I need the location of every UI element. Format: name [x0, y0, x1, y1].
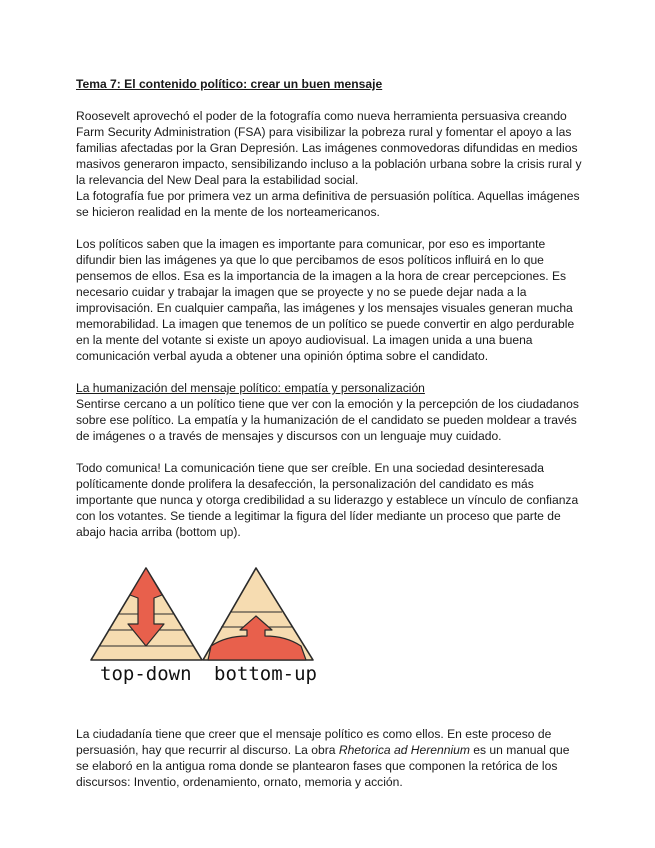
rhetoric-text-start: La ciudadanía tiene que creer que el mensaje político es como ellos. En este proceso de persuasión, hay que recurrir al discurso. La obra: [76, 727, 552, 757]
paragraph-rhetoric: [76, 726, 582, 790]
paragraph-image-importance: Los políticos saben que la imagen es importante para comunicar, por eso es importante difundir bien las imágenes ya que lo que percibamos de esos políticos influirá en lo que pensemos de ellos. Esa es la importancia de la imagen a la hora de crear percepciones. Es necesario cuidar y trabajar la imagen que se proyecte y no se puede dejar nada a la improvisación. En cualquier campaña, las imágenes y los mensajes visuales generan mucha memorabilidad. La imagen que tenemos de un político se puede convertir en algo perdurable en la mente del votante si existe un apoyo audiovisual. La imagen unida a una buena comunicación verbal ayuda a obtener una opinión óptima sobre el candidato.: [76, 237, 575, 363]
top-down-pyramid: [91, 568, 202, 660]
top-down-bottom-up-figure: [76, 554, 582, 726]
label-bottom-up: bottom-up: [214, 663, 317, 685]
paragraph-empathy: Sentirse cercano a un político tiene que ver con la emoción y la percepción de los ciudadanos sobre ese político. La empatía y la humanización de el candidato se pueden moldear a través de imágenes o a través de mensajes y discursos con un lenguaje muy cuidado.: [76, 397, 579, 443]
bottom-up-pyramid: [203, 568, 313, 660]
label-top-down: top-down: [100, 663, 192, 685]
paragraph-credibility: Todo comunica! La comunicación tiene que ser creíble. En una sociedad desinteresada políticamente donde prolifera la desafección, la personalización del candidato es más importante que nunca y otorga credibilidad a su liderazgo y establece un vínculo de confianza con los votantes. Se tiende a legitimar la figura del líder mediante un proceso que parte de abajo hacia arriba (bottom up).: [76, 461, 579, 539]
section-subheading: La humanización del mensaje político: empatía y personalización: [76, 381, 425, 395]
page-title: Tema 7: El contenido político: crear un buen mensaje: [76, 77, 383, 91]
paragraph-fsa: Roosevelt aprovechó el poder de la fotografía como nueva herramienta persuasiva creando Farm Security Administration (FSA) para visibilizar la pobreza rural y fomentar el apoyo a las familias afectadas por la Gran Depresión. Las imágenes conmovedoras difundidas en medios masivos generaron impacto, sensibilizando incluso a la población urbana sobre la crisis rural y la relevancia del New Deal para la estabilidad social.: [76, 109, 582, 187]
pyramids-illustration: [76, 554, 582, 726]
document-page: [76, 76, 582, 790]
rhetorica-title: Rhetorica ad Herennium: [338, 743, 470, 757]
rhetoric-text-end: es un manual que se elaboró en la antigua roma donde se plantearon fases que componen la retórica de los discursos: Inventio, ordenamiento, ornato, memoria y acción.: [76, 743, 570, 789]
paragraph-photography: La fotografía fue por primera vez un arma definitiva de persuasión política. Aquellas imágenes se hicieron realidad en la mente de los norteamericanos.: [76, 189, 580, 219]
